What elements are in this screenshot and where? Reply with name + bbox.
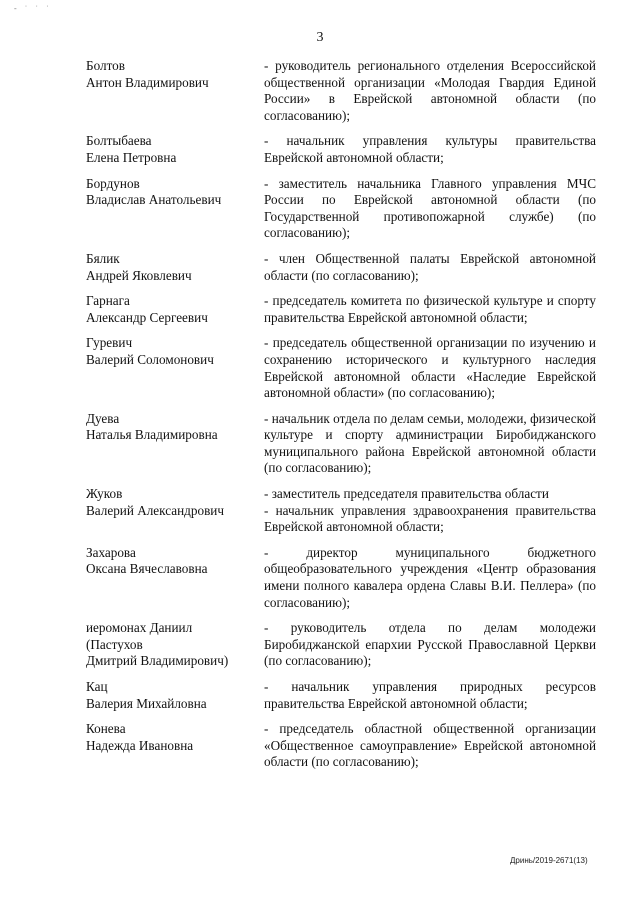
page-number: 3 xyxy=(316,30,324,45)
member-role: - начальник управления культуры правительства Еврейской автономной области; xyxy=(264,133,596,165)
member-entry xyxy=(86,58,596,124)
member-role: - председатель комитета по физической культуре и спорту правительства Еврейской автономной области; xyxy=(264,293,596,325)
scan-corner-mark: - ˙ ˙ ˙ xyxy=(14,4,52,13)
member-name: Бялик Андрей Яковлевич xyxy=(86,250,192,283)
member-entry xyxy=(86,133,596,166)
member-entry xyxy=(86,620,596,670)
member-name: Гуревич Валерий Соломонович xyxy=(86,335,214,367)
member-name: Жуков Валерий Александрович xyxy=(86,486,224,518)
member-role: - член Общественной палаты Еврейской автономной области (по согласованию); xyxy=(264,250,596,283)
member-name: Болтов Антон Владимирович xyxy=(86,58,209,90)
member-role: - начальник управления природных ресурсов правительства Еврейской автономной области; xyxy=(264,679,596,711)
member-role: - заместитель председателя правительства области - начальник управления здравоохранения правительства Еврейской автономной области; xyxy=(264,486,596,535)
member-entry xyxy=(86,721,596,771)
member-role: - председатель областной общественной организации «Общественное самоуправление» Еврейской автономной области (по согласованию); xyxy=(264,721,596,770)
member-entry xyxy=(86,176,596,242)
member-role: - начальник отдела по делам семьи, молодежи, физической культуре и спорту администрации Биробиджанского муниципального района Еврейской автономной области (по согласованию); xyxy=(264,410,596,476)
member-name: Бордунов Владислав Анатольевич xyxy=(86,175,222,208)
members-list xyxy=(86,58,596,780)
member-name: Конева Надежда Ивановна xyxy=(86,721,194,753)
member-role: - председатель общественной организации по изучению и сохранению исторического и культурного наследия Еврейской автономной области «Наследие Еврейской автономной области» (по согласованию); xyxy=(264,335,596,401)
member-entry xyxy=(86,335,596,401)
member-entry xyxy=(86,545,596,611)
member-name: Гарнага Александр Сергеевич xyxy=(86,293,208,325)
member-role: - директор муниципального бюджетного общеобразовательного учреждения «Центр образования имени полного кавалера ордена Славы В.И. Пеллера» (по согласованию); xyxy=(264,544,596,610)
member-role: - руководитель регионального отделения Всероссийской общественной организации «Молодая Гвардия Единой России» в Еврейской автономной области (по согласованию); xyxy=(264,58,596,123)
member-name: Захарова Оксана Вячеславовна xyxy=(86,544,208,577)
document-code: Дринь/2019-2671(13) xyxy=(510,856,588,865)
member-entry xyxy=(86,251,596,284)
member-name: Болтыбаева Елена Петровна xyxy=(86,133,177,165)
member-name: Дуева Наталья Владимировна xyxy=(86,410,218,443)
member-entry xyxy=(86,679,596,712)
member-role: - руководитель отдела по делам молодежи Биробиджанской епархии Русской Православной Церкви (по согласованию); xyxy=(264,620,596,669)
member-name: иеромонах Даниил (Пастухов Дмитрий Владимирович) xyxy=(86,620,229,669)
member-entry xyxy=(86,293,596,326)
member-entry xyxy=(86,486,596,536)
member-name: Кац Валерия Михайловна xyxy=(86,679,207,711)
member-entry xyxy=(86,411,596,477)
member-role: - заместитель начальника Главного управления МЧС России по Еврейской автономной области (по Государственной противопожарной службе) (по согласованию); xyxy=(264,175,596,241)
